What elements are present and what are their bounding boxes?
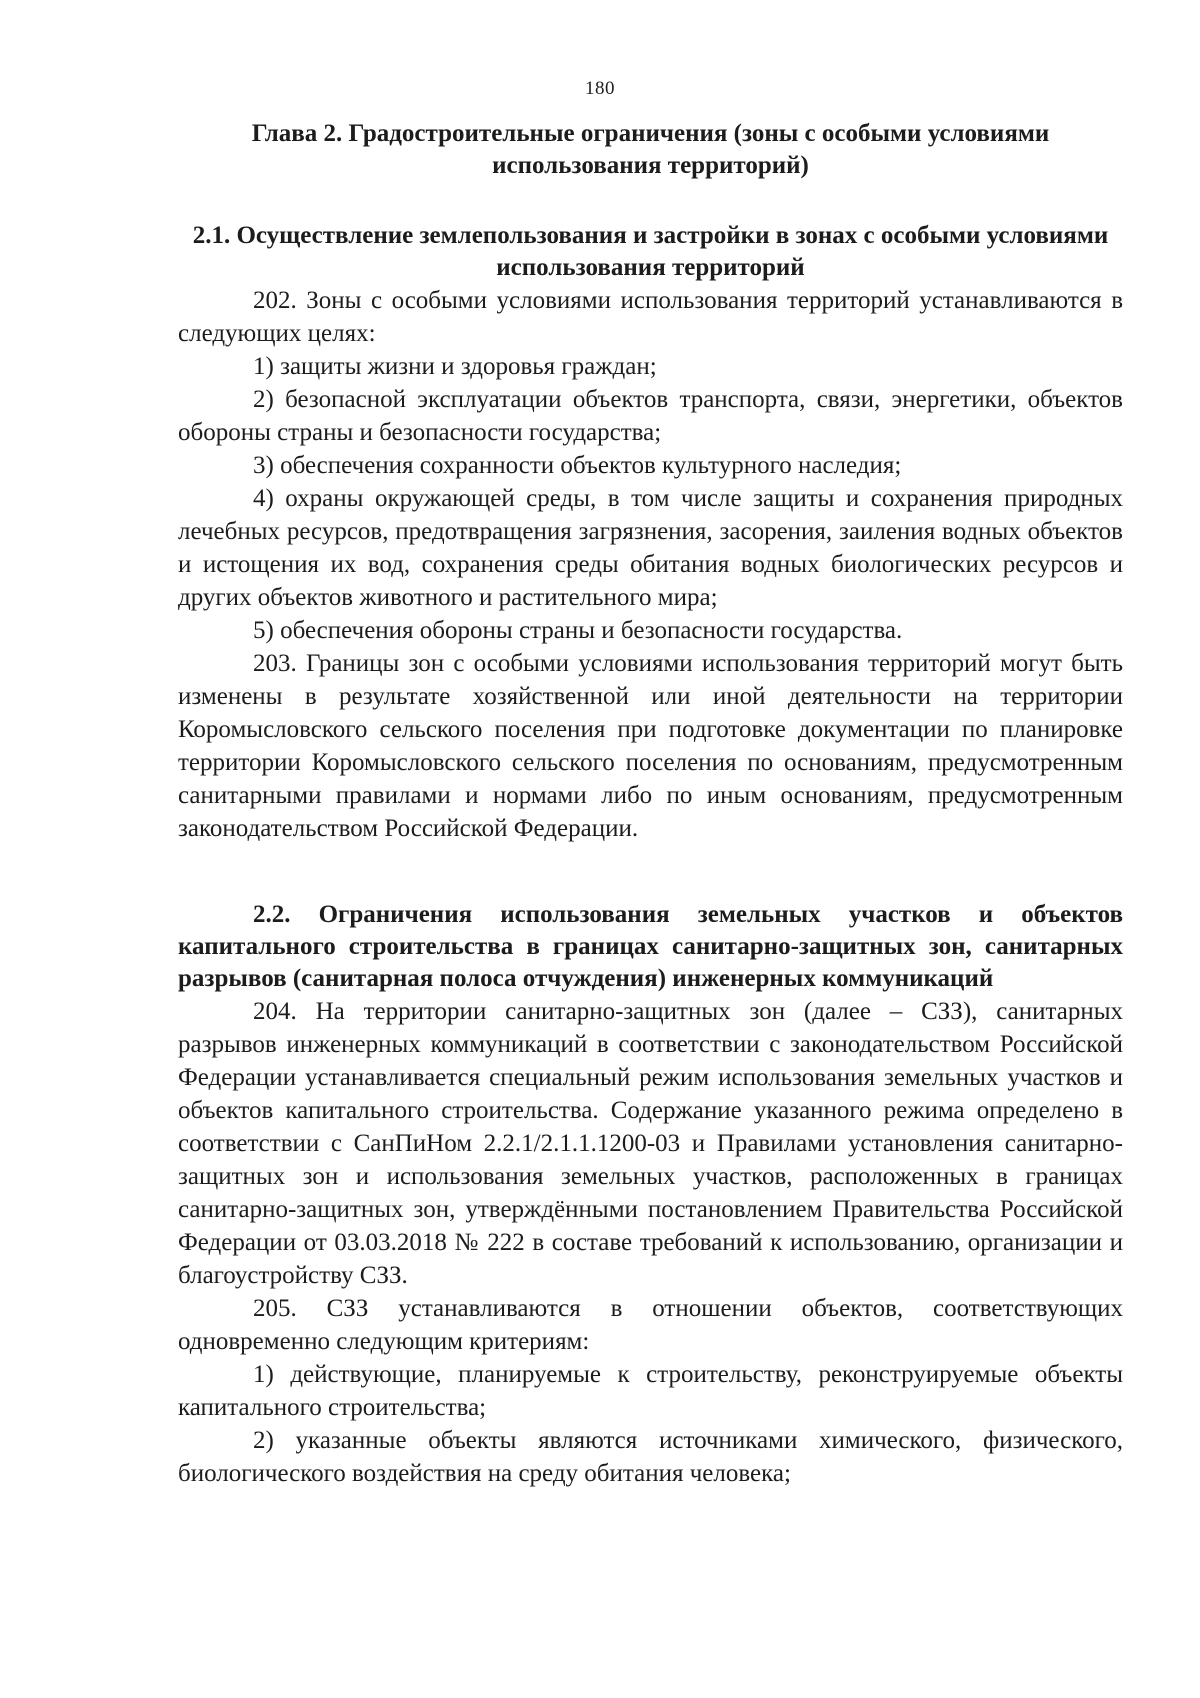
paragraph-203: 203. Границы зон с особыми условиями использования территорий могут быть изменены в результате хозяйственной или иной деятельности на территории Коромысловского сельского поселения при подготовке документации по планировке территории Коромысловского сельского поселения по основаниям, предусмотренным санитарными правилами и нормами либо по иным основаниям, предусмотренным законодательством Российской Федерации. (178, 650, 1123, 842)
list-item-202-5: 5) обеспечения обороны страны и безопасности государства. (253, 617, 903, 644)
page-number: 180 (585, 78, 615, 99)
list-item-205-1: 1) действующие, планируемые к строительству, реконструируемые объекты капитального строительства; (178, 1361, 1123, 1421)
list-item-202-1: 1) защиты жизни и здоровья граждан; (253, 353, 657, 380)
paragraph-202: 202. Зоны с особыми условиями использования территорий устанавливаются в следующих целях: (178, 287, 1123, 347)
section-heading-2-1: 2.1. Осуществление землепользования и застройки в зонах с особыми условиями использования территорий (192, 222, 1109, 281)
section-heading-2-2: 2.2. Ограничения использования земельных участков и объектов капитального строительства в границах санитарно-защитных зон, санитарных разрывов (санитарная полоса отчуждения) инженерных коммуникаций (178, 901, 1123, 992)
list-item-202-4: 4) охраны окружающей среды, в том числе защиты и сохранения природных лечебных ресурсов, предотвращения загрязнения, засорения, заиления водных объектов и истощения их вод, сохранения среды обитания водных биологических ресурсов и других объектов животного и растительного мира; (178, 485, 1123, 611)
list-item-202-3: 3) обеспечения сохранности объектов культурного наследия; (253, 452, 902, 479)
paragraph-204: 204. На территории санитарно-защитных зон (далее – СЗЗ), санитарных разрывов инженерных коммуникаций в соответствии с законодательством Российской Федерации устанавливается специальный режим использования земельных участков и объектов капитального строительства. Содержание указанного режима определено в соответствии с СанПиНом 2.2.1/2.1.1.1200-03 и Правилами установления санитарно-защитных зон и использования земельных участков, расположенных в границах санитарно-защитных зон, утверждёнными постановлением Правительства Российской Федерации от 03.03.2018 № 222 в составе требований к использованию, организации и благоустройству СЗЗ. (178, 998, 1123, 1289)
paragraph-205: 205. СЗЗ устанавливаются в отношении объектов, соответствующих одновременно следующим критериям: (178, 1295, 1123, 1355)
chapter-title: Глава 2. Градостроительные ограничения (зоны с особыми условиями использования территорий) (251, 120, 1050, 179)
list-item-205-2: 2) указанные объекты являются источниками химического, физического, биологического воздействия на среду обитания человека; (178, 1427, 1123, 1487)
document-body (178, 118, 1123, 1490)
list-item-202-2: 2) безопасной эксплуатации объектов транспорта, связи, энергетики, объектов обороны страны и безопасности государства; (178, 386, 1123, 446)
